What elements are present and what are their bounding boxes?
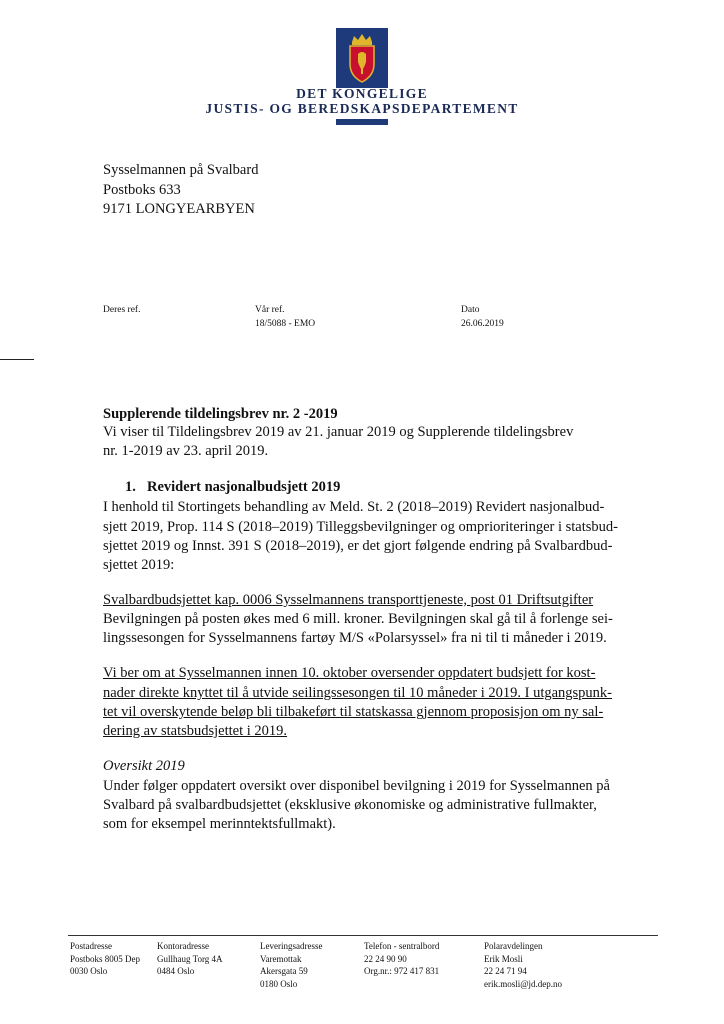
department-name-line2: JUSTIS- OG BEREDSKAPSDEPARTEMENT — [205, 101, 519, 116]
recipient-box: Postboks 633 — [103, 182, 181, 198]
p4-line-1: Under følger oppdatert oversikt over disponibel bevilgning i 2019 for Sysselmannen på — [103, 778, 610, 794]
section-heading: Revidert nasjonalbudsjett 2019 — [147, 479, 341, 495]
footer-divider — [68, 935, 658, 936]
p1-line-3: sjettet 2019 og Innst. 391 S (2018–2019), er det gjort følgende endring på Svalbardbud- — [103, 538, 613, 554]
footer-postadresse-label: Postadresse — [70, 941, 112, 951]
recipient-city: 9171 LONGYEARBYEN — [103, 201, 255, 217]
footer-kontoradresse-label: Kontoradresse — [157, 941, 209, 951]
deres-ref-label: Deres ref. — [103, 305, 141, 315]
p4-line-2: Svalbard på svalbardbudsjettet (eksklusive økonomiske og administrative fullmakter, — [103, 797, 597, 813]
footer-contact-phone: 22 24 71 94 — [484, 966, 527, 976]
footer-telefon-label: Telefon - sentralbord — [364, 941, 440, 951]
department-name-line1: DET KONGELIGE — [296, 86, 428, 101]
p3-line-4: dering av statsbudsjettet i 2019. — [103, 723, 288, 739]
footer-telefon — [364, 940, 439, 978]
footer-kontoradresse — [157, 940, 223, 978]
footer-leveringsadresse — [260, 940, 322, 990]
overview-heading: Oversikt 2019 — [103, 758, 185, 774]
p2-line-2: lingssesongen for Sysselmannens fartøy M/S «Polarsyssel» fra ni til ti måneder i 2019. — [103, 630, 607, 646]
footer-contact-dept: Polaravdelingen — [484, 941, 543, 951]
footer-kontoradresse-city: 0484 Oslo — [157, 966, 195, 976]
footer-leveringsadresse-label: Leveringsadresse — [260, 941, 323, 951]
fold-mark — [0, 359, 34, 360]
footer-leveringsadresse-street: Akersgata 59 — [260, 966, 308, 976]
intro-line-2: nr. 1-2019 av 23. april 2019. — [103, 443, 269, 459]
letterhead-bar — [336, 119, 388, 125]
p3-line-3: tet vil overskytende beløp bli tilbakeført til statskassa gjennom proposisjon om ny sal- — [103, 704, 604, 720]
date-label: Dato — [461, 305, 480, 315]
footer-orgnr: Org.nr.: 972 417 831 — [364, 966, 440, 976]
footer-telefon-number: 22 24 90 90 — [364, 953, 407, 964]
section-number: 1. — [125, 479, 136, 495]
footer-leveringsadresse-city: 0180 Oslo — [260, 978, 298, 989]
date-value: 26.06.2019 — [461, 319, 504, 329]
footer-postadresse-city: 0030 Oslo — [70, 966, 108, 976]
footer-postadresse — [70, 940, 140, 978]
p2-line-1: Bevilgningen på posten økes med 6 mill. kroner. Bevilgningen skal gå til å forlenge sei- — [103, 611, 613, 627]
intro-line-1: Vi viser til Tildelingsbrev 2019 av 21. januar 2019 og Supplerende tildelingsbrev — [103, 424, 574, 440]
p3-line-2: nader direkte knyttet til å utvide seilingssesongen til 10 måneder i 2019. I utgangspunk- — [103, 685, 613, 701]
footer-leveringsadresse-line1: Varemottak — [260, 953, 302, 964]
coat-of-arms-icon — [336, 28, 388, 88]
letter-title: Supplerende tildelingsbrev nr. 2 -2019 — [103, 406, 338, 422]
p1-line-2: sjett 2019, Prop. 114 S (2018–2019) Tilleggsbevilgninger og omprioriteringer i statsbud- — [103, 519, 618, 535]
footer-postadresse-box: Postboks 8005 Dep — [70, 953, 141, 964]
footer-contact-name: Erik Mosli — [484, 953, 523, 964]
footer-kontoradresse-street: Gullhaug Torg 4A — [157, 953, 223, 964]
budget-post-heading: Svalbardbudsjettet kap. 0006 Sysselmannens transporttjeneste, post 01 Driftsutgifter — [103, 592, 594, 608]
p1-line-1: I henhold til Stortingets behandling av Meld. St. 2 (2018–2019) Revidert nasjonalbud- — [103, 499, 605, 515]
p3-line-1: Vi ber om at Sysselmannen innen 10. oktober oversender oppdatert budsjett for kost- — [103, 665, 596, 681]
var-ref-label: Vår ref. — [255, 305, 285, 315]
var-ref-value: 18/5088 - EMO — [255, 319, 316, 329]
p4-line-3: som for eksempel merinntektsfullmakt). — [103, 816, 336, 832]
footer-contact — [484, 940, 562, 990]
p1-line-4: sjettet 2019: — [103, 557, 175, 573]
footer-contact-email[interactable]: erik.mosli@jd.dep.no — [484, 978, 563, 989]
recipient-name: Sysselmannen på Svalbard — [103, 162, 259, 178]
